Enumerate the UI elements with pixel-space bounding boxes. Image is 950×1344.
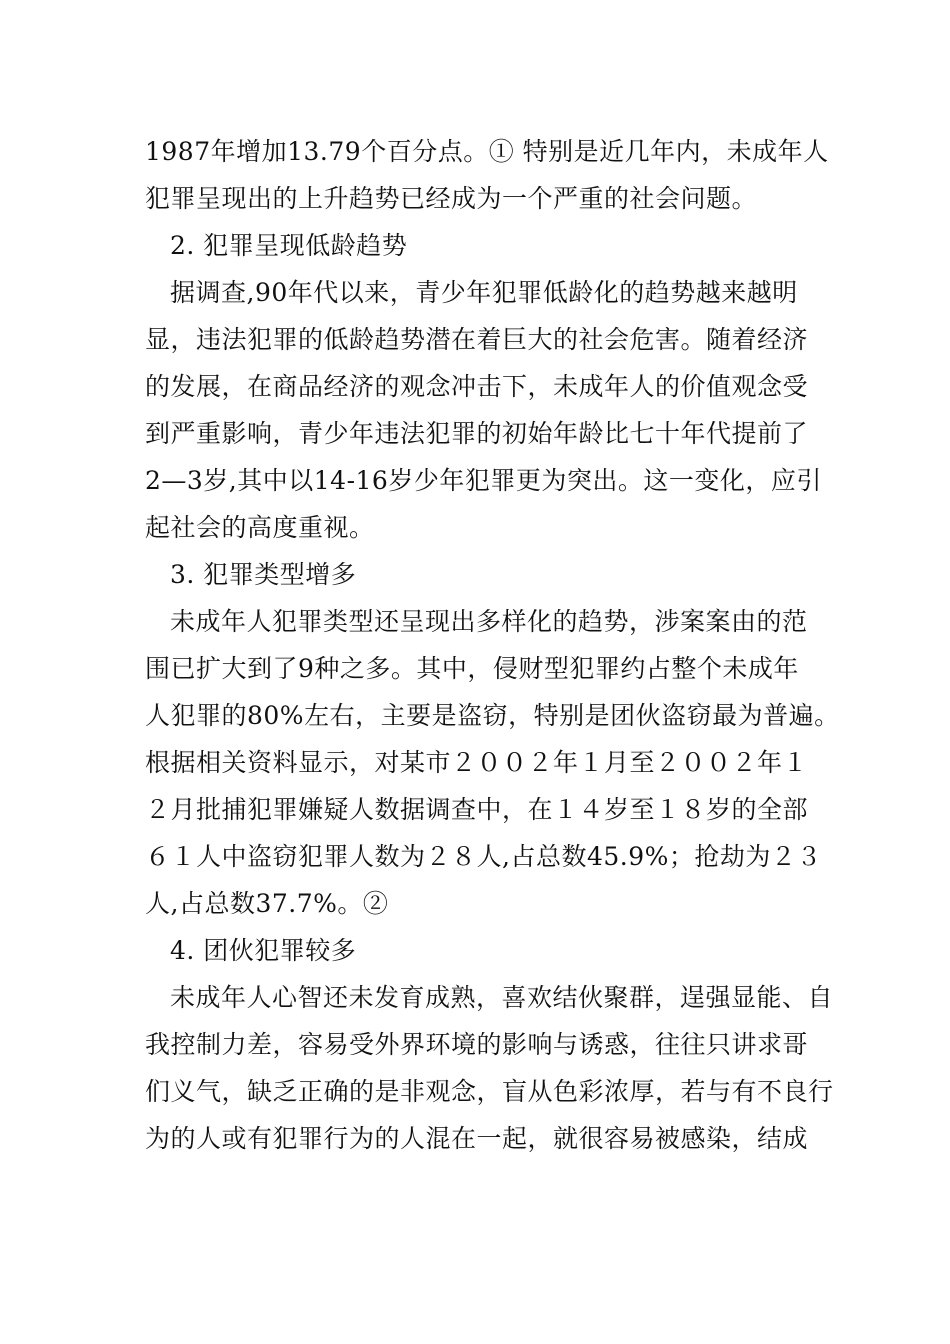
body-text-line: 人犯罪的80%左右，主要是盗窃，特别是团伙盗窃最为普遍。 [145,701,840,730]
section-heading: 4. 团伙犯罪较多 [170,936,357,965]
body-text-line: 人,占总数37.7%。② [145,889,389,918]
body-text-line: 1987年增加13.79个百分点。① 特别是近几年内，未成年人 [145,137,829,166]
body-text-line: 的发展，在商品经济的观念冲击下，未成年人的价值观念受 [145,372,809,401]
section-heading: 2. 犯罪呈现低龄趋势 [170,231,408,260]
paragraph-first-line: 未成年人犯罪类型还呈现出多样化的趋势，涉案案由的范 [170,607,808,636]
body-text-line: ６１人中盗窃犯罪人数为２８人,占总数45.9%；抢劫为２３ [145,842,822,871]
body-text-line: 到严重影响，青少年违法犯罪的初始年龄比七十年代提前了 [145,419,809,448]
body-text-line: 们义气，缺乏正确的是非观念，盲从色彩浓厚，若与有不良行 [145,1077,834,1106]
paragraph-first-line: 据调查,90年代以来，青少年犯罪低龄化的趋势越来越明 [170,278,798,307]
body-text-line: 根据相关资料显示，对某市２００２年１月至２００２年１ [145,748,809,777]
body-text-line: 2—3岁,其中以14-16岁少年犯罪更为突出。这一变化，应引 [145,466,822,495]
body-text-line: 为的人或有犯罪行为的人混在一起，就很容易被感染，结成 [145,1124,809,1153]
body-text-line: 显，违法犯罪的低龄趋势潜在着巨大的社会危害。随着经济 [145,325,809,354]
body-text-line: 围已扩大到了9种之多。其中，侵财型犯罪约占整个未成年 [145,654,799,683]
section-heading: 3. 犯罪类型增多 [170,560,357,589]
body-text-line: 犯罪呈现出的上升趋势已经成为一个严重的社会问题。 [145,184,758,213]
document-body [145,128,840,1162]
paragraph-first-line: 未成年人心智还未发育成熟，喜欢结伙聚群，逞强显能、自 [170,983,834,1012]
body-text-line: 起社会的高度重视。 [145,513,375,542]
body-text-line: 我控制力差，容易受外界环境的影响与诱惑，往往只讲求哥 [145,1030,809,1059]
body-text-line: ２月批捕犯罪嫌疑人数据调查中，在１４岁至１８岁的全部 [145,795,809,824]
